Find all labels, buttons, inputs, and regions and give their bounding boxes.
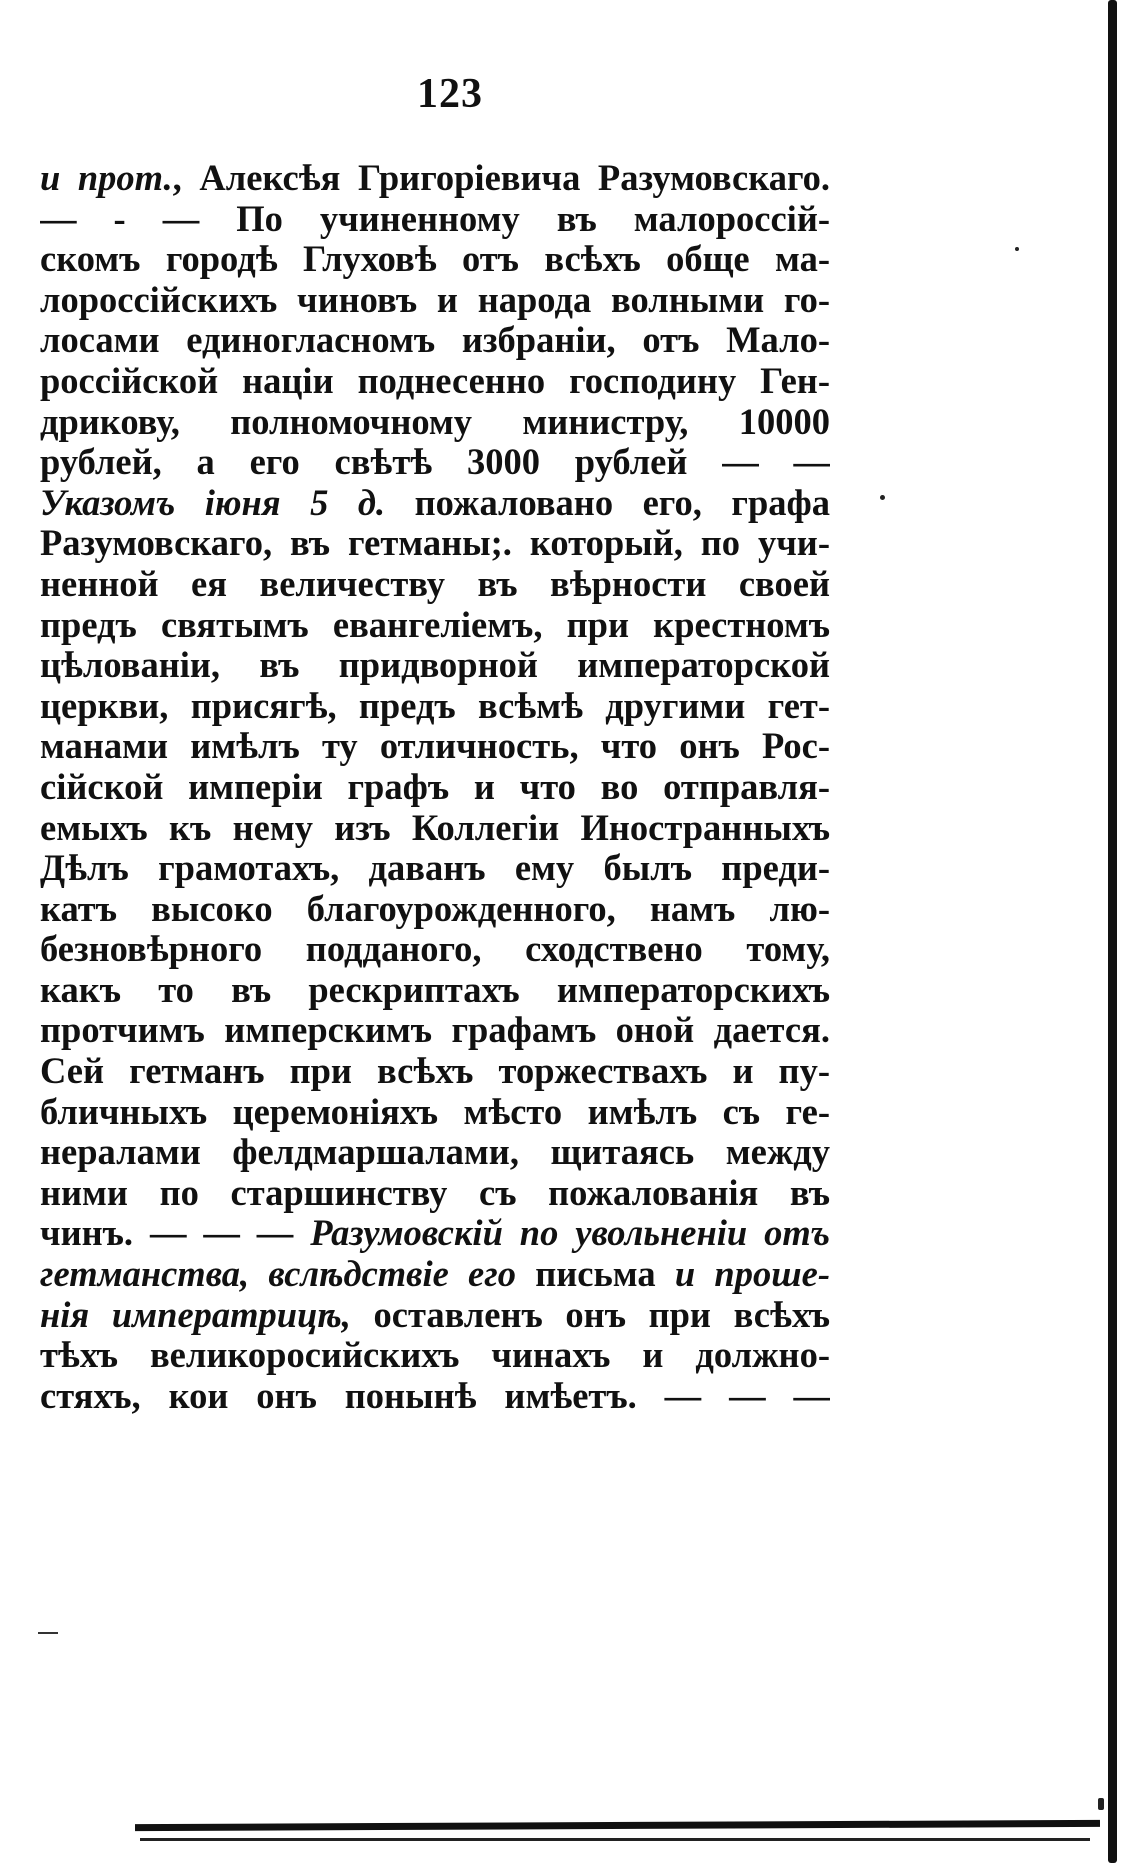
italic-text-segment: Разумовскій по увольненіи отъ: [310, 1213, 830, 1254]
text-segment: , Алексѣя Григоріевича Разумовскаго.: [172, 158, 830, 198]
text-line: [40, 361, 830, 402]
text-line: [40, 483, 830, 524]
text-segment: лороссійскихъ чиновъ и народа волными го-: [40, 279, 830, 320]
text-line: [40, 848, 830, 889]
text-segment: пожаловано его, графа: [385, 482, 830, 523]
text-line: [40, 605, 830, 646]
text-segment: манами имѣлъ ту отличность, что онъ Рос-: [40, 726, 830, 767]
body-text: [40, 158, 830, 1416]
text-line: [40, 726, 830, 767]
text-line: [40, 158, 830, 199]
text-line: [40, 1010, 830, 1051]
text-segment: протчимъ имперскимъ графамъ оной дается.: [40, 1010, 830, 1051]
scan-left-mark: [38, 1632, 58, 1634]
text-segment: церкви, присягѣ, предъ всѣмѣ другими гет-: [40, 685, 830, 726]
text-segment: — - — По учиненному въ малороссій-: [40, 198, 830, 239]
scan-bottom-rule-thin: [140, 1838, 1090, 1841]
text-line: [40, 1213, 830, 1254]
text-line: [40, 686, 830, 727]
text-segment: дрикову, полномочному министру, 10000: [40, 401, 830, 442]
text-line: [40, 402, 830, 443]
text-segment: сійской имперіи графъ и что во отправля-: [40, 766, 830, 807]
text-segment: рублей, а его свѣтѣ 3000 рублей — —: [40, 442, 830, 483]
text-segment: тѣхъ великоросийскихъ чинахъ и должно-: [40, 1335, 830, 1376]
scan-speck: [1098, 1798, 1104, 1810]
scan-speck: [880, 495, 885, 500]
italic-text-segment: нія императрицѣ,: [40, 1294, 351, 1335]
text-segment: скомъ городѣ Глуховѣ отъ всѣхъ обще ма-: [40, 239, 830, 280]
text-segment: россійской націи поднесенно господину Ген-: [40, 360, 830, 401]
scan-right-edge: [1108, 0, 1117, 1863]
page-number: 123: [417, 71, 483, 117]
text-segment: какъ то въ рескриптахъ императорскихъ: [40, 969, 830, 1010]
text-segment: безновѣрного подданого, сходствено тому,: [40, 929, 830, 970]
text-segment: ними по старшинству съ пожалованія въ: [40, 1172, 830, 1213]
italic-text-segment: и прот.: [40, 158, 173, 198]
text-line: [40, 1335, 830, 1376]
text-segment: ненной ея величеству въ вѣрности своей: [40, 563, 830, 604]
text-segment: письма: [515, 1254, 675, 1295]
italic-text-segment: и проше-: [674, 1254, 830, 1295]
text-line: [40, 645, 830, 686]
text-line: [40, 1092, 830, 1133]
text-line: [40, 1051, 830, 1092]
text-line: [40, 889, 830, 930]
text-line: [40, 970, 830, 1011]
text-line: [40, 1254, 830, 1295]
italic-text-segment: гетманства, вслѣдствіе его: [40, 1254, 516, 1295]
text-segment: Сей гетманъ при всѣхъ торжествахъ и пу-: [40, 1051, 830, 1092]
text-line: [40, 808, 830, 849]
text-line: [40, 523, 830, 564]
text-segment: предъ святымъ евангеліемъ, при крестномъ: [40, 604, 830, 645]
text-segment: бличныхъ церемоніяхъ мѣсто имѣлъ съ ге-: [40, 1091, 830, 1132]
text-line: [40, 1132, 830, 1173]
text-line: [40, 1376, 830, 1417]
text-segment: Разумовскаго, въ гетманы;. который, по учи-: [40, 523, 830, 564]
text-line: [40, 1295, 830, 1336]
text-line: [40, 1173, 830, 1214]
text-segment: нералами фелдмаршалами, щитаясь между: [40, 1132, 830, 1173]
text-line: [40, 442, 830, 483]
text-line: [40, 199, 830, 240]
italic-text-segment: Указомъ іюня 5 д.: [40, 482, 386, 523]
text-segment: емыхъ къ нему изъ Коллегіи Иностранныхъ: [40, 807, 830, 848]
text-segment: цѣлованіи, въ придворной императорской: [40, 645, 830, 686]
scan-bottom-rule: [135, 1820, 1100, 1831]
text-segment: лосами единогласномъ избраніи, отъ Мало-: [40, 320, 830, 361]
text-line: [40, 929, 830, 970]
text-segment: Дѣлъ грамотахъ, даванъ ему былъ преди-: [40, 848, 830, 889]
text-segment: стяхъ, кои онъ понынѣ имѣетъ. — — —: [40, 1375, 830, 1416]
text-line: [40, 239, 830, 280]
text-line: [40, 767, 830, 808]
text-segment: катъ высоко благоурожденного, намъ лю-: [40, 888, 830, 929]
text-segment: оставленъ онъ при всѣхъ: [350, 1294, 830, 1335]
text-line: [40, 564, 830, 605]
text-line: [40, 320, 830, 361]
text-line: [40, 280, 830, 321]
text-segment: чинъ. — — —: [40, 1213, 311, 1254]
scan-speck: [1015, 247, 1019, 251]
